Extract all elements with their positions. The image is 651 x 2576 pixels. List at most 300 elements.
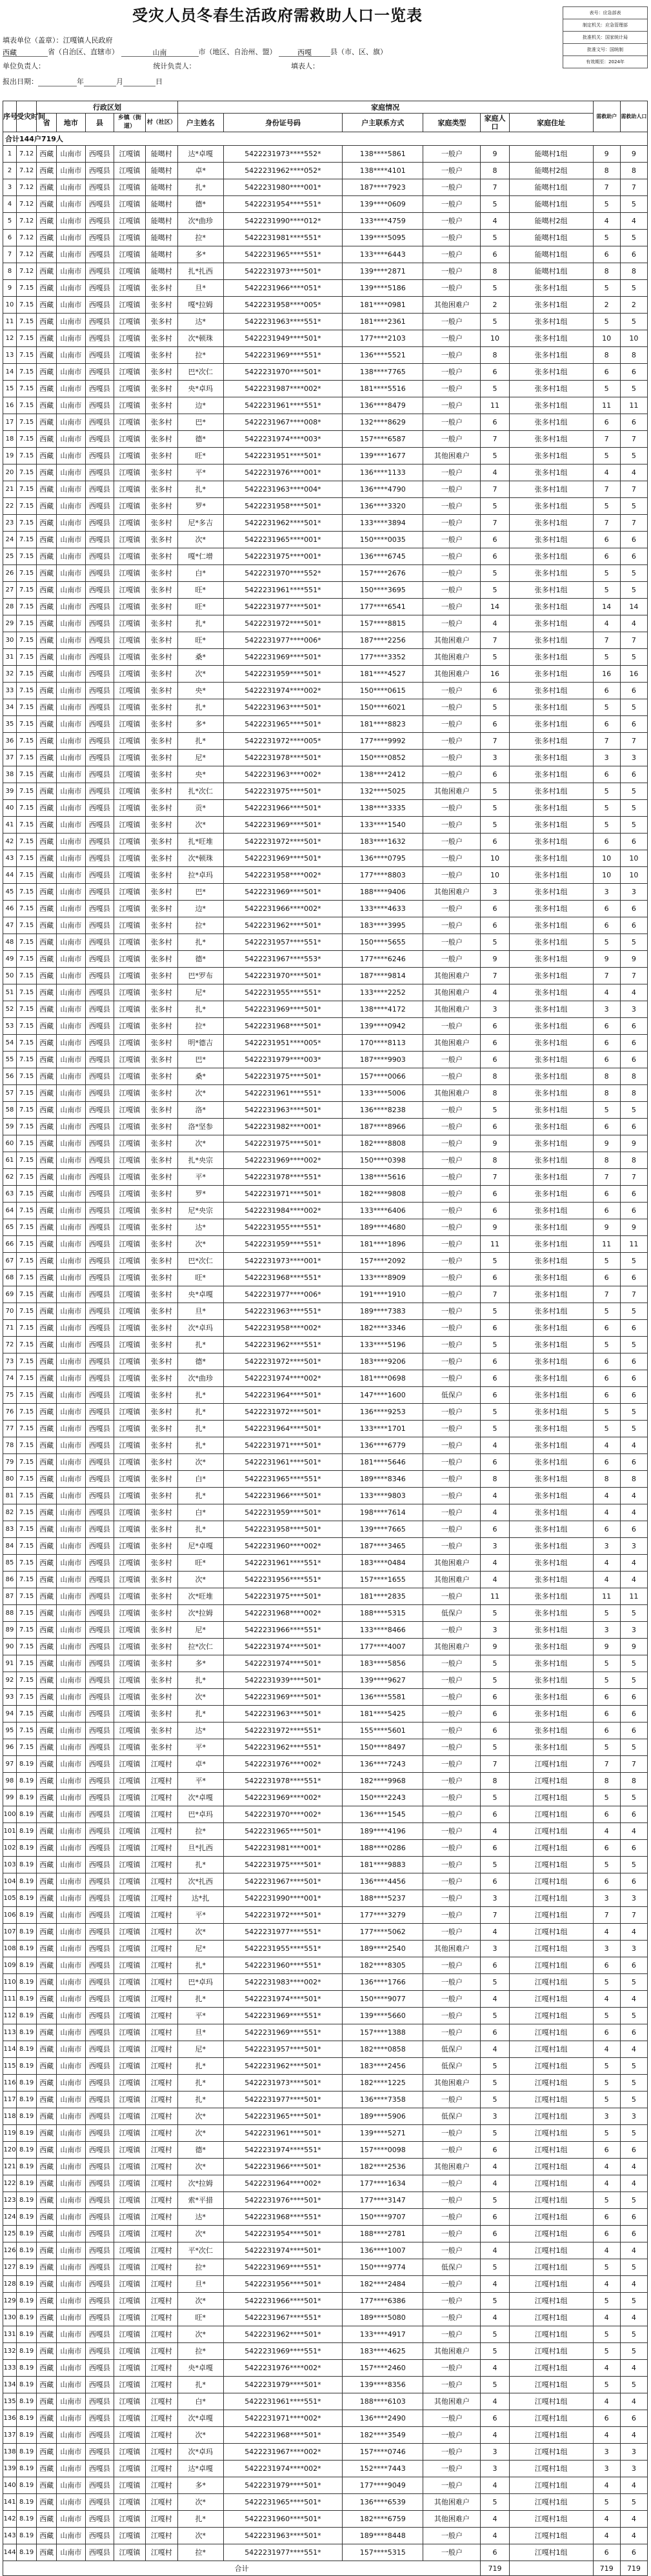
cell-province: 西藏 — [37, 1806, 57, 1823]
table-row — [3, 1320, 648, 1337]
cell-county: 西嘎县 — [85, 280, 114, 297]
cell-pop: 5 — [481, 2075, 509, 2092]
cell-date: 8.19 — [17, 2477, 37, 2494]
cell-type: 一般户 — [423, 1722, 481, 1739]
cell-county: 西嘎县 — [85, 599, 114, 615]
cell-pop: 5 — [481, 448, 509, 464]
cell-name: 扎* — [177, 1857, 223, 1873]
cell-county: 西嘎县 — [85, 1102, 114, 1119]
table-row — [3, 397, 648, 414]
cell-phone: 136****1766 — [343, 1974, 423, 1991]
cell-province: 西藏 — [37, 515, 57, 532]
cell-address: 江嘎村1组 — [509, 2377, 593, 2393]
cell-no: 131 — [3, 2326, 17, 2343]
cell-city: 山南市 — [57, 1119, 85, 1135]
cell-no: 42 — [3, 834, 17, 850]
cell-need-persons: 3 — [620, 750, 647, 766]
cell-village: 张多村 — [145, 1572, 177, 1588]
cell-need-households: 4 — [593, 1488, 620, 1504]
cell-address: 张多村1组 — [509, 330, 593, 347]
cell-no: 17 — [3, 414, 17, 431]
cell-type: 其他困难户 — [423, 1035, 481, 1052]
cell-city: 山南市 — [57, 1437, 85, 1454]
cell-city: 山南市 — [57, 414, 85, 431]
cell-city: 山南市 — [57, 1806, 85, 1823]
cell-date: 8.19 — [17, 2142, 37, 2159]
cell-village: 江嘎村 — [145, 2242, 177, 2259]
cell-phone: 157****0066 — [343, 1068, 423, 1085]
cell-county: 西嘎县 — [85, 1924, 114, 1941]
cell-address: 张多村1组 — [509, 1068, 593, 1085]
cell-county: 西嘎县 — [85, 2125, 114, 2142]
cell-province: 西藏 — [37, 683, 57, 699]
cell-no: 110 — [3, 1974, 17, 1991]
cell-county: 西嘎县 — [85, 2024, 114, 2041]
cell-type: 一般户 — [423, 397, 481, 414]
cell-need-households: 8 — [593, 163, 620, 179]
cell-province: 西藏 — [37, 917, 57, 934]
cell-type: 一般户 — [423, 1471, 481, 1488]
cell-id: 5422231951****501* — [223, 448, 342, 464]
cell-need-persons: 6 — [620, 683, 647, 699]
cell-type: 其他困难户 — [423, 1639, 481, 1655]
cell-no: 3 — [3, 179, 17, 196]
cell-need-persons: 6 — [620, 414, 647, 431]
cell-city: 山南市 — [57, 1471, 85, 1488]
cell-need-households: 6 — [593, 1840, 620, 1857]
cell-pop: 6 — [481, 1840, 509, 1857]
cell-phone: 139****2871 — [343, 263, 423, 280]
cell-no: 13 — [3, 347, 17, 364]
cell-phone: 188****5315 — [343, 1605, 423, 1622]
cell-town: 江嘎镇 — [114, 548, 146, 565]
cell-need-persons: 4 — [620, 1924, 647, 1941]
cell-address: 张多村1组 — [509, 1404, 593, 1421]
cell-date: 7.15 — [17, 1035, 37, 1052]
cell-province: 西藏 — [37, 246, 57, 263]
cell-pop: 6 — [481, 1018, 509, 1035]
cell-id: 5422231963****501* — [223, 1102, 342, 1119]
cell-id: 5422231983****002* — [223, 1974, 342, 1991]
cell-no: 35 — [3, 716, 17, 733]
cell-county: 西嘎县 — [85, 1655, 114, 1672]
cell-no: 98 — [3, 1773, 17, 1790]
cell-village: 张多村 — [145, 1588, 177, 1605]
cell-pop: 6 — [481, 716, 509, 733]
cell-phone: 133****5006 — [343, 1085, 423, 1102]
cell-phone: 150****9077 — [343, 1991, 423, 2008]
cell-phone: 189****7383 — [343, 1303, 423, 1320]
cell-name: 桑* — [177, 1068, 223, 1085]
cell-city: 山南市 — [57, 1555, 85, 1572]
cell-address: 张多村1组 — [509, 515, 593, 532]
cell-address: 张多村1组 — [509, 1706, 593, 1722]
cell-name: 尼* — [177, 1941, 223, 1957]
cell-date: 7.15 — [17, 1504, 37, 1521]
header-province: 省 — [37, 114, 57, 132]
cell-town: 江嘎镇 — [114, 1488, 146, 1504]
cell-city: 山南市 — [57, 1790, 85, 1806]
cell-town: 江嘎镇 — [114, 1370, 146, 1387]
cell-address: 张多村1组 — [509, 632, 593, 649]
cell-town: 江嘎镇 — [114, 1387, 146, 1404]
cell-date: 7.15 — [17, 1706, 37, 1722]
cell-county: 西嘎县 — [85, 1018, 114, 1035]
cell-need-persons: 4 — [620, 1991, 647, 2008]
cell-phone: 136****8238 — [343, 1102, 423, 1119]
cell-village: 张多村 — [145, 1672, 177, 1689]
cell-phone: 157****2460 — [343, 2360, 423, 2377]
cell-phone: 177****3279 — [343, 1907, 423, 1924]
header-pop: 家庭人口 — [481, 114, 509, 132]
cell-id: 5422231979****501* — [223, 2377, 342, 2393]
table-row — [3, 884, 648, 901]
cell-pop: 5 — [481, 1102, 509, 1119]
cell-village: 张多村 — [145, 364, 177, 381]
cell-date: 8.19 — [17, 1823, 37, 1840]
cell-no: 72 — [3, 1337, 17, 1353]
cell-town: 江嘎镇 — [114, 1504, 146, 1521]
cell-need-households: 16 — [593, 666, 620, 683]
cell-address: 江嘎村1组 — [509, 1991, 593, 2008]
cell-village: 能噶村 — [145, 163, 177, 179]
cell-need-households: 7 — [593, 1907, 620, 1924]
cell-need-persons: 3 — [620, 2461, 647, 2477]
cell-need-households: 5 — [593, 280, 620, 297]
cell-town: 江嘎镇 — [114, 1303, 146, 1320]
cell-city: 山南市 — [57, 1873, 85, 1890]
cell-id: 5422231966****501* — [223, 2159, 342, 2175]
cell-phone: 177****9049 — [343, 2477, 423, 2494]
cell-date: 7.15 — [17, 1286, 37, 1303]
cell-no: 56 — [3, 1068, 17, 1085]
header-town: 乡镇（街道） — [114, 114, 146, 132]
cell-pop: 6 — [481, 246, 509, 263]
cell-id: 5422231969****501* — [223, 850, 342, 867]
cell-address: 张多村1组 — [509, 397, 593, 414]
cell-city: 山南市 — [57, 1689, 85, 1706]
cell-phone: 182****2484 — [343, 2276, 423, 2293]
cell-town: 江嘎镇 — [114, 1806, 146, 1823]
cell-need-households: 10 — [593, 330, 620, 347]
cell-county: 西嘎县 — [85, 1672, 114, 1689]
cell-need-persons: 6 — [620, 532, 647, 548]
cell-county: 西嘎县 — [85, 733, 114, 750]
cell-date: 7.15 — [17, 431, 37, 448]
cell-id: 5422231961****551* — [223, 1085, 342, 1102]
cell-date: 7.15 — [17, 498, 37, 515]
cell-date: 7.15 — [17, 716, 37, 733]
cell-village: 张多村 — [145, 1353, 177, 1370]
report-date-label: 报出日期： — [3, 77, 38, 86]
cell-type: 其他困难户 — [423, 448, 481, 464]
cell-type: 一般户 — [423, 1337, 481, 1353]
cell-date: 7.15 — [17, 599, 37, 615]
cell-need-persons: 7 — [620, 1907, 647, 1924]
cell-need-persons: 6 — [620, 1706, 647, 1722]
cell-county: 西嘎县 — [85, 1689, 114, 1706]
cell-address: 张多村1组 — [509, 347, 593, 364]
cell-city: 山南市 — [57, 2008, 85, 2024]
cell-address: 张多村1组 — [509, 733, 593, 750]
cell-need-households: 6 — [593, 2209, 620, 2226]
cell-village: 张多村 — [145, 1119, 177, 1135]
cell-village: 张多村 — [145, 414, 177, 431]
cell-id: 5422231960****501* — [223, 2511, 342, 2528]
cell-need-households: 3 — [593, 2108, 620, 2125]
cell-name: 扎* — [177, 934, 223, 951]
table-row — [3, 1924, 648, 1941]
cell-province: 西藏 — [37, 834, 57, 850]
cell-id: 5422231961****551* — [223, 1555, 342, 1572]
cell-type: 一般户 — [423, 582, 481, 599]
cell-county: 西嘎县 — [85, 1957, 114, 1974]
cell-phone: 157****0746 — [343, 2444, 423, 2461]
cell-date: 7.15 — [17, 515, 37, 532]
cell-address: 江嘎村1组 — [509, 2041, 593, 2058]
cell-id: 5422231968****002* — [223, 1605, 342, 1622]
cell-town: 江嘎镇 — [114, 498, 146, 515]
cell-type: 一般户 — [423, 1303, 481, 1320]
cell-type: 其他困难户 — [423, 1572, 481, 1588]
cell-pop: 3 — [481, 884, 509, 901]
cell-address: 江嘎村1组 — [509, 2108, 593, 2125]
cell-name: 扎* — [177, 2377, 223, 2393]
cell-town: 江嘎镇 — [114, 699, 146, 716]
cell-name: 白* — [177, 1471, 223, 1488]
cell-name: 平* — [177, 2008, 223, 2024]
cell-address: 江嘎村1组 — [509, 2477, 593, 2494]
cell-city: 山南市 — [57, 314, 85, 330]
table-row — [3, 1236, 648, 1253]
header-village: 村（社区） — [145, 114, 177, 132]
cell-county: 西嘎县 — [85, 582, 114, 599]
cell-city: 山南市 — [57, 2544, 85, 2561]
cell-town: 江嘎镇 — [114, 1722, 146, 1739]
cell-no: 50 — [3, 968, 17, 984]
cell-need-households: 5 — [593, 2058, 620, 2075]
cell-village: 江嘎村 — [145, 1840, 177, 1857]
cell-address: 江嘎村1组 — [509, 2226, 593, 2242]
cell-village: 江嘎村 — [145, 2008, 177, 2024]
cell-province: 西藏 — [37, 2159, 57, 2175]
cell-town: 江嘎镇 — [114, 1437, 146, 1454]
cell-type: 一般户 — [423, 1253, 481, 1270]
cell-pop: 9 — [481, 951, 509, 968]
cell-phone: 198****7614 — [343, 1504, 423, 1521]
cell-village: 江嘎村 — [145, 2293, 177, 2310]
cell-name: 次*卓玛 — [177, 1320, 223, 1337]
cell-need-households: 6 — [593, 1270, 620, 1286]
cell-need-households: 4 — [593, 1555, 620, 1572]
cell-village: 张多村 — [145, 984, 177, 1001]
cell-address: 张多村1组 — [509, 1555, 593, 1572]
cell-need-persons: 5 — [620, 230, 647, 246]
cell-phone: 150****2243 — [343, 1790, 423, 1806]
cell-type: 一般户 — [423, 1437, 481, 1454]
cell-city: 山南市 — [57, 1152, 85, 1169]
cell-need-households: 6 — [593, 1722, 620, 1739]
cell-no: 133 — [3, 2360, 17, 2377]
cell-pop: 5 — [481, 2192, 509, 2209]
cell-id: 5422231975****001* — [223, 548, 342, 565]
cell-province: 西藏 — [37, 1924, 57, 1941]
cell-phone: 133****6443 — [343, 246, 423, 263]
cell-no: 5 — [3, 213, 17, 230]
cell-province: 西藏 — [37, 314, 57, 330]
cell-no: 86 — [3, 1572, 17, 1588]
cell-county: 西嘎县 — [85, 901, 114, 917]
cell-phone: 157****1388 — [343, 2024, 423, 2041]
cell-county: 西嘎县 — [85, 2192, 114, 2209]
cell-need-persons: 6 — [620, 2226, 647, 2242]
cell-phone: 136****9253 — [343, 1404, 423, 1421]
cell-no: 74 — [3, 1370, 17, 1387]
cell-pop: 6 — [481, 1203, 509, 1219]
cell-need-persons: 3 — [620, 1622, 647, 1639]
cell-pop: 5 — [481, 1655, 509, 1672]
cell-name: 达* — [177, 1219, 223, 1236]
cell-date: 7.15 — [17, 1605, 37, 1622]
cell-province: 西藏 — [37, 599, 57, 615]
cell-address: 能噶村1组 — [509, 179, 593, 196]
cell-phone: 133****1540 — [343, 817, 423, 834]
cell-pop: 4 — [481, 2477, 509, 2494]
cell-town: 江嘎镇 — [114, 1421, 146, 1437]
cell-phone: 182****0858 — [343, 2041, 423, 2058]
cell-county: 西嘎县 — [85, 2477, 114, 2494]
cell-name: 尼*卓嘎 — [177, 1538, 223, 1555]
header-city: 地市 — [57, 114, 85, 132]
cell-province: 西藏 — [37, 1236, 57, 1253]
cell-id: 5422231965****501* — [223, 1823, 342, 1840]
cell-no: 87 — [3, 1588, 17, 1605]
cell-id: 5422231955****551* — [223, 1219, 342, 1236]
cell-county: 西嘎县 — [85, 1991, 114, 2008]
table-row — [3, 1857, 648, 1873]
cell-village: 张多村 — [145, 280, 177, 297]
table-row — [3, 1689, 648, 1706]
cell-pop: 7 — [481, 1907, 509, 1924]
cell-need-persons: 4 — [620, 213, 647, 230]
cell-address: 江嘎村1组 — [509, 1957, 593, 1974]
cell-town: 江嘎镇 — [114, 1152, 146, 1169]
cell-city: 山南市 — [57, 179, 85, 196]
cell-address: 张多村1组 — [509, 1119, 593, 1135]
cell-province: 西藏 — [37, 1857, 57, 1873]
cell-name: 旦* — [177, 1303, 223, 1320]
cell-province: 西藏 — [37, 901, 57, 917]
cell-pop: 8 — [481, 1152, 509, 1169]
cell-no: 2 — [3, 163, 17, 179]
cell-pop: 4 — [481, 615, 509, 632]
cell-city: 山南市 — [57, 1236, 85, 1253]
cell-pop: 4 — [481, 1924, 509, 1941]
cell-date: 7.15 — [17, 750, 37, 766]
cell-phone: 136****0795 — [343, 850, 423, 867]
cell-type: 一般户 — [423, 1286, 481, 1303]
cell-no: 12 — [3, 330, 17, 347]
cell-type: 一般户 — [423, 951, 481, 968]
cell-phone: 157****2092 — [343, 1253, 423, 1270]
cell-need-households: 4 — [593, 2477, 620, 2494]
cell-no: 105 — [3, 1890, 17, 1907]
cell-date: 8.19 — [17, 1806, 37, 1823]
cell-name: 旺* — [177, 632, 223, 649]
table-row — [3, 2092, 648, 2108]
cell-no: 78 — [3, 1437, 17, 1454]
cell-date: 8.19 — [17, 2461, 37, 2477]
cell-village: 江嘎村 — [145, 1957, 177, 1974]
cell-no: 137 — [3, 2427, 17, 2444]
cell-id: 5422231970****002* — [223, 1806, 342, 1823]
cell-pop: 5 — [481, 2008, 509, 2024]
cell-town: 江嘎镇 — [114, 1907, 146, 1924]
cell-pop: 7 — [481, 733, 509, 750]
cell-name: 嘎*拉姆 — [177, 297, 223, 314]
cell-province: 西藏 — [37, 1370, 57, 1387]
cell-phone: 136****5521 — [343, 347, 423, 364]
cell-town: 江嘎镇 — [114, 1001, 146, 1018]
cell-city: 山南市 — [57, 1722, 85, 1739]
cell-type: 其他困难户 — [423, 666, 481, 683]
cell-city: 山南市 — [57, 2024, 85, 2041]
cell-pop: 5 — [481, 1790, 509, 1806]
cell-date: 8.19 — [17, 2528, 37, 2544]
cell-town: 江嘎镇 — [114, 448, 146, 464]
cell-address: 张多村1组 — [509, 297, 593, 314]
cell-no: 129 — [3, 2293, 17, 2310]
cell-town: 江嘎镇 — [114, 599, 146, 615]
cell-date: 8.19 — [17, 2175, 37, 2192]
cell-address: 张多村1组 — [509, 934, 593, 951]
cell-need-persons: 5 — [620, 1253, 647, 1270]
cell-need-households: 4 — [593, 2175, 620, 2192]
cell-phone: 187****8966 — [343, 1119, 423, 1135]
cell-county: 西嘎县 — [85, 699, 114, 716]
table-row — [3, 1387, 648, 1404]
cell-need-households: 3 — [593, 1622, 620, 1639]
cell-town: 江嘎镇 — [114, 364, 146, 381]
cell-type: 一般户 — [423, 2125, 481, 2142]
cell-need-persons: 5 — [620, 448, 647, 464]
cell-phone: 139****7665 — [343, 1521, 423, 1538]
table-row — [3, 2310, 648, 2326]
cell-town: 江嘎镇 — [114, 2343, 146, 2360]
total-pop: 719 — [481, 2561, 509, 2576]
cell-id: 5422231976****002* — [223, 1756, 342, 1773]
cell-no: 21 — [3, 481, 17, 498]
cell-name: 次* — [177, 2293, 223, 2310]
cell-town: 江嘎镇 — [114, 565, 146, 582]
cell-village: 张多村 — [145, 1102, 177, 1119]
cell-town: 江嘎镇 — [114, 615, 146, 632]
cell-name: 卓* — [177, 163, 223, 179]
cell-no: 66 — [3, 1236, 17, 1253]
cell-province: 西藏 — [37, 532, 57, 548]
cell-no: 30 — [3, 632, 17, 649]
cell-village: 张多村 — [145, 766, 177, 783]
cell-name: 拉* — [177, 2343, 223, 2360]
cell-phone: 189****4196 — [343, 1823, 423, 1840]
cell-need-households: 4 — [593, 615, 620, 632]
cell-name: 次*卓嘎 — [177, 2410, 223, 2427]
cell-county: 西嘎县 — [85, 1370, 114, 1387]
cell-need-persons: 4 — [620, 1504, 647, 1521]
cell-town: 江嘎镇 — [114, 1622, 146, 1639]
cell-county: 西嘎县 — [85, 834, 114, 850]
cell-no: 47 — [3, 917, 17, 934]
